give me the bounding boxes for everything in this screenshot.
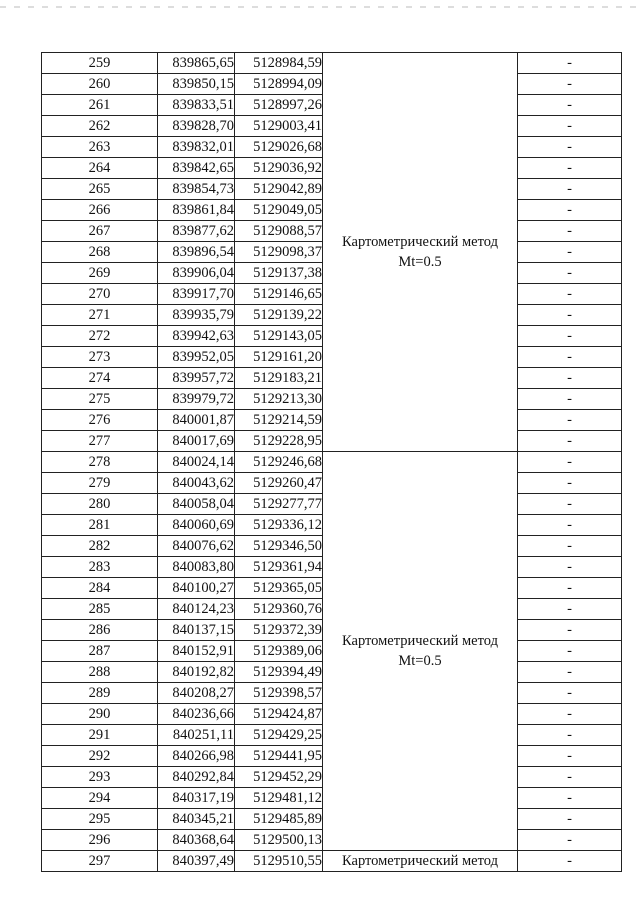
dash-cell: -: [518, 851, 622, 872]
x-coordinate-cell: 840345,21: [158, 809, 235, 830]
y-coordinate-cell: 5129213,30: [235, 389, 323, 410]
dash-cell: -: [518, 683, 622, 704]
x-coordinate-cell: 839877,62: [158, 221, 235, 242]
scan-top-edge: [0, 6, 639, 8]
dash-cell: -: [518, 410, 622, 431]
dash-cell: -: [518, 263, 622, 284]
x-coordinate-cell: 840317,19: [158, 788, 235, 809]
method-cell: [323, 851, 518, 872]
point-number-cell: 282: [42, 536, 158, 557]
y-coordinate-cell: 5129277,77: [235, 494, 323, 515]
table-row: [42, 53, 622, 74]
table-row: [42, 851, 622, 872]
y-coordinate-cell: 5129372,39: [235, 620, 323, 641]
y-coordinate-cell: 5129139,22: [235, 305, 323, 326]
dash-cell: -: [518, 788, 622, 809]
point-number-cell: 272: [42, 326, 158, 347]
method-accuracy: Mt=0.5: [398, 653, 442, 669]
x-coordinate-cell: 840058,04: [158, 494, 235, 515]
y-coordinate-cell: 5129510,55: [235, 851, 323, 872]
y-coordinate-cell: 5128984,59: [235, 53, 323, 74]
dash-cell: -: [518, 431, 622, 452]
point-number-cell: 261: [42, 95, 158, 116]
x-coordinate-cell: 839942,63: [158, 326, 235, 347]
x-coordinate-cell: 839842,65: [158, 158, 235, 179]
point-number-cell: 263: [42, 137, 158, 158]
point-number-cell: 270: [42, 284, 158, 305]
coordinates-table: [41, 52, 622, 872]
dash-cell: -: [518, 158, 622, 179]
x-coordinate-cell: 840397,49: [158, 851, 235, 872]
dash-cell: -: [518, 116, 622, 137]
y-coordinate-cell: 5129228,95: [235, 431, 323, 452]
x-coordinate-cell: 840060,69: [158, 515, 235, 536]
y-coordinate-cell: 5129143,05: [235, 326, 323, 347]
point-number-cell: 281: [42, 515, 158, 536]
y-coordinate-cell: 5129365,05: [235, 578, 323, 599]
point-number-cell: 296: [42, 830, 158, 851]
point-number-cell: 276: [42, 410, 158, 431]
y-coordinate-cell: 5129214,59: [235, 410, 323, 431]
x-coordinate-cell: 839917,70: [158, 284, 235, 305]
x-coordinate-cell: 840124,23: [158, 599, 235, 620]
dash-cell: -: [518, 599, 622, 620]
dash-cell: -: [518, 452, 622, 473]
dash-cell: -: [518, 179, 622, 200]
y-coordinate-cell: 5129049,05: [235, 200, 323, 221]
point-number-cell: 274: [42, 368, 158, 389]
y-coordinate-cell: 5129161,20: [235, 347, 323, 368]
dash-cell: -: [518, 536, 622, 557]
y-coordinate-cell: 5128994,09: [235, 74, 323, 95]
point-number-cell: 264: [42, 158, 158, 179]
point-number-cell: 297: [42, 851, 158, 872]
y-coordinate-cell: 5129246,68: [235, 452, 323, 473]
method-name: Картометрический метод: [342, 853, 498, 869]
point-number-cell: 269: [42, 263, 158, 284]
y-coordinate-cell: 5129042,89: [235, 179, 323, 200]
x-coordinate-cell: 840236,66: [158, 704, 235, 725]
y-coordinate-cell: 5129360,76: [235, 599, 323, 620]
point-number-cell: 285: [42, 599, 158, 620]
point-number-cell: 294: [42, 788, 158, 809]
y-coordinate-cell: 5129429,25: [235, 725, 323, 746]
dash-cell: -: [518, 557, 622, 578]
x-coordinate-cell: 840208,27: [158, 683, 235, 704]
y-coordinate-cell: 5129336,12: [235, 515, 323, 536]
x-coordinate-cell: 840192,82: [158, 662, 235, 683]
point-number-cell: 286: [42, 620, 158, 641]
y-coordinate-cell: 5129036,92: [235, 158, 323, 179]
point-number-cell: 293: [42, 767, 158, 788]
x-coordinate-cell: 840368,64: [158, 830, 235, 851]
method-cell: [323, 53, 518, 452]
dash-cell: -: [518, 473, 622, 494]
x-coordinate-cell: 840266,98: [158, 746, 235, 767]
point-number-cell: 273: [42, 347, 158, 368]
y-coordinate-cell: 5129485,89: [235, 809, 323, 830]
y-coordinate-cell: 5129424,87: [235, 704, 323, 725]
x-coordinate-cell: 840076,62: [158, 536, 235, 557]
point-number-cell: 275: [42, 389, 158, 410]
dash-cell: -: [518, 242, 622, 263]
point-number-cell: 284: [42, 578, 158, 599]
x-coordinate-cell: 839861,84: [158, 200, 235, 221]
point-number-cell: 268: [42, 242, 158, 263]
point-number-cell: 266: [42, 200, 158, 221]
y-coordinate-cell: 5129346,50: [235, 536, 323, 557]
point-number-cell: 278: [42, 452, 158, 473]
y-coordinate-cell: 5128997,26: [235, 95, 323, 116]
y-coordinate-cell: 5129481,12: [235, 788, 323, 809]
x-coordinate-cell: 840292,84: [158, 767, 235, 788]
y-coordinate-cell: 5129137,38: [235, 263, 323, 284]
dash-cell: -: [518, 137, 622, 158]
x-coordinate-cell: 840152,91: [158, 641, 235, 662]
method-cell: [323, 452, 518, 851]
dash-cell: -: [518, 305, 622, 326]
x-coordinate-cell: 840024,14: [158, 452, 235, 473]
dash-cell: -: [518, 767, 622, 788]
y-coordinate-cell: 5129183,21: [235, 368, 323, 389]
point-number-cell: 295: [42, 809, 158, 830]
y-coordinate-cell: 5129398,57: [235, 683, 323, 704]
point-number-cell: 277: [42, 431, 158, 452]
x-coordinate-cell: 839828,70: [158, 116, 235, 137]
x-coordinate-cell: 839833,51: [158, 95, 235, 116]
dash-cell: -: [518, 515, 622, 536]
method-accuracy: Mt=0.5: [398, 254, 442, 270]
x-coordinate-cell: 839952,05: [158, 347, 235, 368]
coordinates-table-body: [42, 53, 622, 872]
point-number-cell: 267: [42, 221, 158, 242]
dash-cell: -: [518, 389, 622, 410]
dash-cell: -: [518, 347, 622, 368]
dash-cell: -: [518, 578, 622, 599]
point-number-cell: 292: [42, 746, 158, 767]
y-coordinate-cell: 5129026,68: [235, 137, 323, 158]
dash-cell: -: [518, 221, 622, 242]
point-number-cell: 291: [42, 725, 158, 746]
x-coordinate-cell: 840251,11: [158, 725, 235, 746]
x-coordinate-cell: 840083,80: [158, 557, 235, 578]
dash-cell: -: [518, 725, 622, 746]
table-row: [42, 452, 622, 473]
x-coordinate-cell: 839865,65: [158, 53, 235, 74]
dash-cell: -: [518, 368, 622, 389]
dash-cell: -: [518, 494, 622, 515]
point-number-cell: 262: [42, 116, 158, 137]
y-coordinate-cell: 5129441,95: [235, 746, 323, 767]
y-coordinate-cell: 5129003,41: [235, 116, 323, 137]
point-number-cell: 279: [42, 473, 158, 494]
x-coordinate-cell: 839979,72: [158, 389, 235, 410]
point-number-cell: 283: [42, 557, 158, 578]
y-coordinate-cell: 5129260,47: [235, 473, 323, 494]
point-number-cell: 287: [42, 641, 158, 662]
point-number-cell: 290: [42, 704, 158, 725]
point-number-cell: 289: [42, 683, 158, 704]
point-number-cell: 280: [42, 494, 158, 515]
dash-cell: -: [518, 809, 622, 830]
point-number-cell: 260: [42, 74, 158, 95]
y-coordinate-cell: 5129361,94: [235, 557, 323, 578]
y-coordinate-cell: 5129146,65: [235, 284, 323, 305]
dash-cell: -: [518, 746, 622, 767]
dash-cell: -: [518, 74, 622, 95]
y-coordinate-cell: 5129098,37: [235, 242, 323, 263]
method-name: Картометрический метод: [342, 633, 498, 649]
x-coordinate-cell: 839906,04: [158, 263, 235, 284]
dash-cell: -: [518, 326, 622, 347]
x-coordinate-cell: 839896,54: [158, 242, 235, 263]
x-coordinate-cell: 840043,62: [158, 473, 235, 494]
dash-cell: -: [518, 620, 622, 641]
x-coordinate-cell: 839957,72: [158, 368, 235, 389]
method-name: Картометрический метод: [342, 234, 498, 250]
dash-cell: -: [518, 200, 622, 221]
y-coordinate-cell: 5129452,29: [235, 767, 323, 788]
dash-cell: -: [518, 662, 622, 683]
y-coordinate-cell: 5129389,06: [235, 641, 323, 662]
point-number-cell: 265: [42, 179, 158, 200]
point-number-cell: 271: [42, 305, 158, 326]
y-coordinate-cell: 5129500,13: [235, 830, 323, 851]
x-coordinate-cell: 839854,73: [158, 179, 235, 200]
x-coordinate-cell: 840100,27: [158, 578, 235, 599]
x-coordinate-cell: 839935,79: [158, 305, 235, 326]
x-coordinate-cell: 840017,69: [158, 431, 235, 452]
dash-cell: -: [518, 95, 622, 116]
dash-cell: -: [518, 704, 622, 725]
x-coordinate-cell: 840001,87: [158, 410, 235, 431]
x-coordinate-cell: 839832,01: [158, 137, 235, 158]
x-coordinate-cell: 839850,15: [158, 74, 235, 95]
point-number-cell: 288: [42, 662, 158, 683]
dash-cell: -: [518, 830, 622, 851]
x-coordinate-cell: 840137,15: [158, 620, 235, 641]
y-coordinate-cell: 5129394,49: [235, 662, 323, 683]
dash-cell: -: [518, 284, 622, 305]
dash-cell: -: [518, 641, 622, 662]
y-coordinate-cell: 5129088,57: [235, 221, 323, 242]
point-number-cell: 259: [42, 53, 158, 74]
dash-cell: -: [518, 53, 622, 74]
